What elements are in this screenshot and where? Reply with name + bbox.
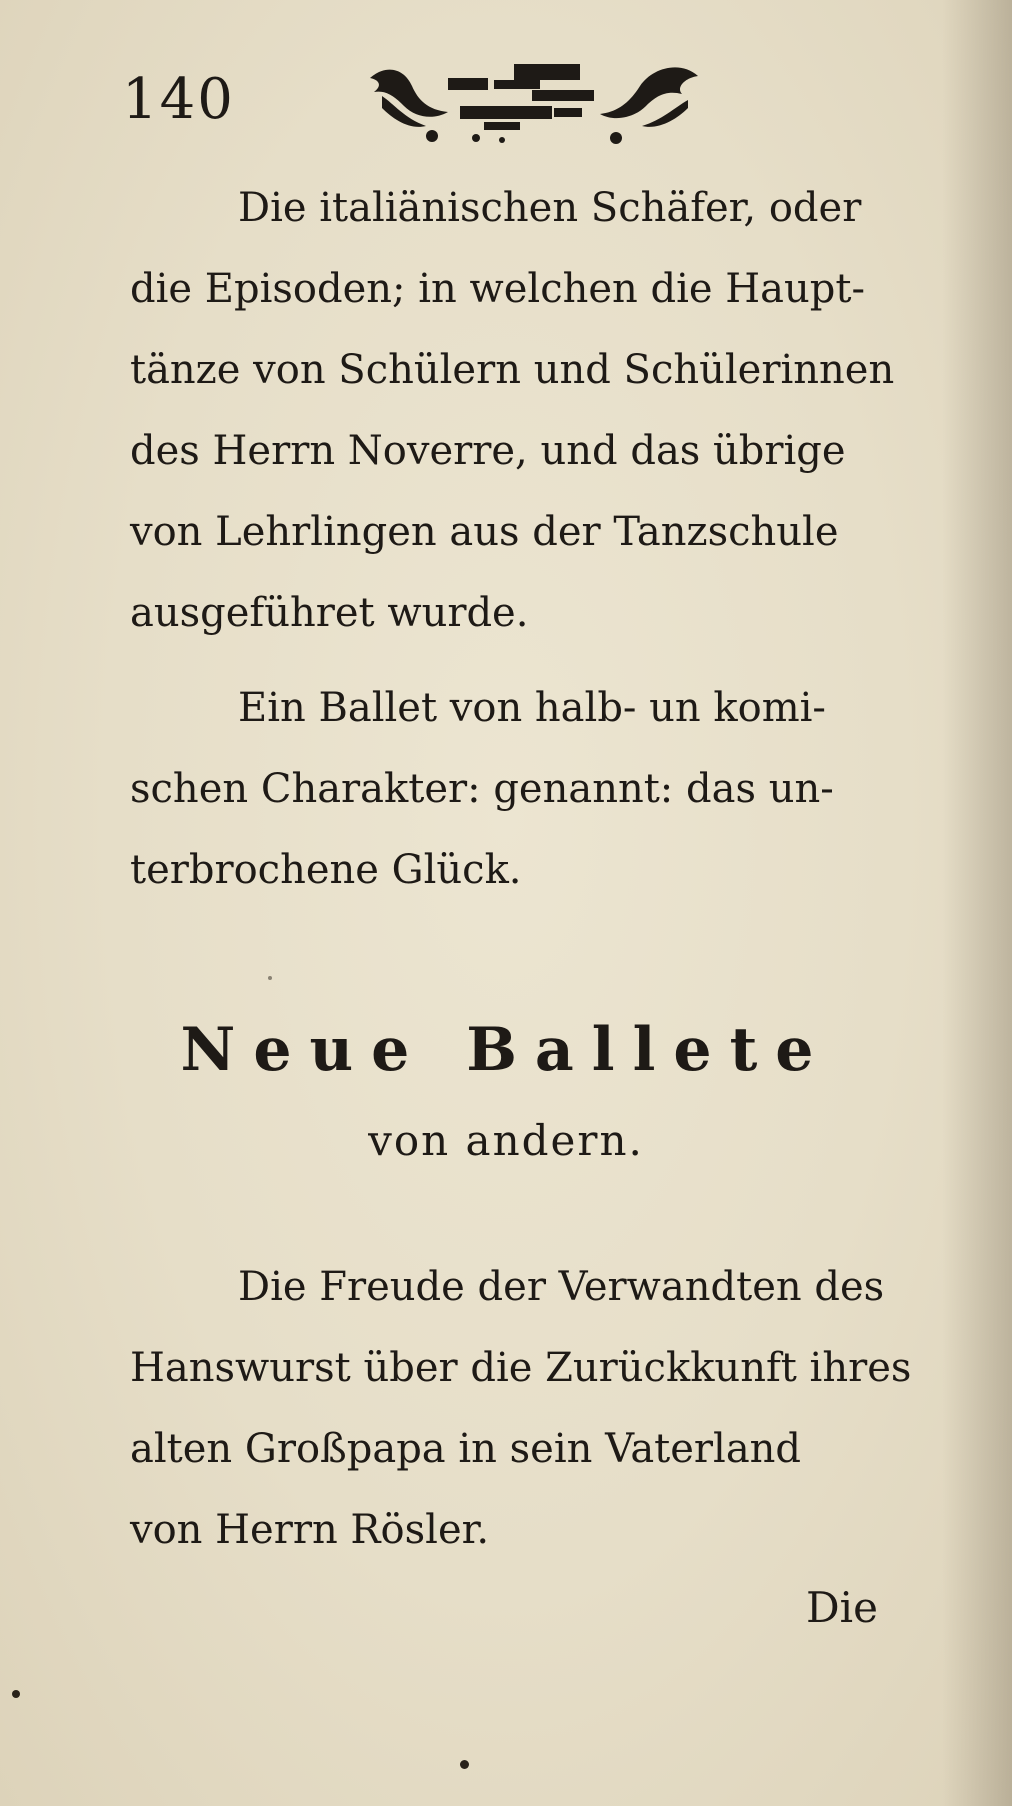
page-gutter-shadow — [942, 0, 1012, 1806]
text-line: Ein Ballet von halb- un komi- — [238, 685, 826, 731]
text-line: von Herrn Rösler. — [130, 1507, 490, 1553]
paragraph-3 — [130, 1247, 948, 1571]
section-heading: Neue Ballete — [180, 1015, 832, 1085]
text-line: Die italiänischen Schäfer, oder — [238, 185, 862, 231]
ornament-headpiece — [364, 56, 704, 148]
text-line: von Lehrlingen aus der Tanzschule — [130, 509, 839, 555]
ink-speck — [268, 976, 272, 980]
text-line: die Episoden; in welchen die Haupt- — [130, 266, 865, 312]
catchword: Die — [806, 1583, 878, 1632]
page-number: 140 — [122, 67, 235, 132]
text-line: alten Großpapa in sein Vaterland — [130, 1426, 802, 1472]
ink-speck — [12, 1690, 20, 1698]
text-line: des Herrn Noverre, und das übrige — [130, 428, 846, 474]
text-line: schen Charakter: genannt: das un- — [130, 766, 834, 812]
text-line: tänze von Schülern und Schülerinnen — [130, 347, 895, 393]
text-line: ausgeführet wurde. — [130, 590, 529, 636]
text-line: Die Freude der Verwandten des — [238, 1264, 885, 1310]
paragraph-1 — [130, 168, 948, 654]
text-line: Hanswurst über die Zurückkunft ihres — [130, 1345, 912, 1391]
section-subheading: von andern. — [368, 1116, 644, 1165]
text-line: terbrochene Glück. — [130, 847, 522, 893]
paragraph-2 — [130, 668, 948, 911]
ink-speck — [460, 1760, 469, 1769]
